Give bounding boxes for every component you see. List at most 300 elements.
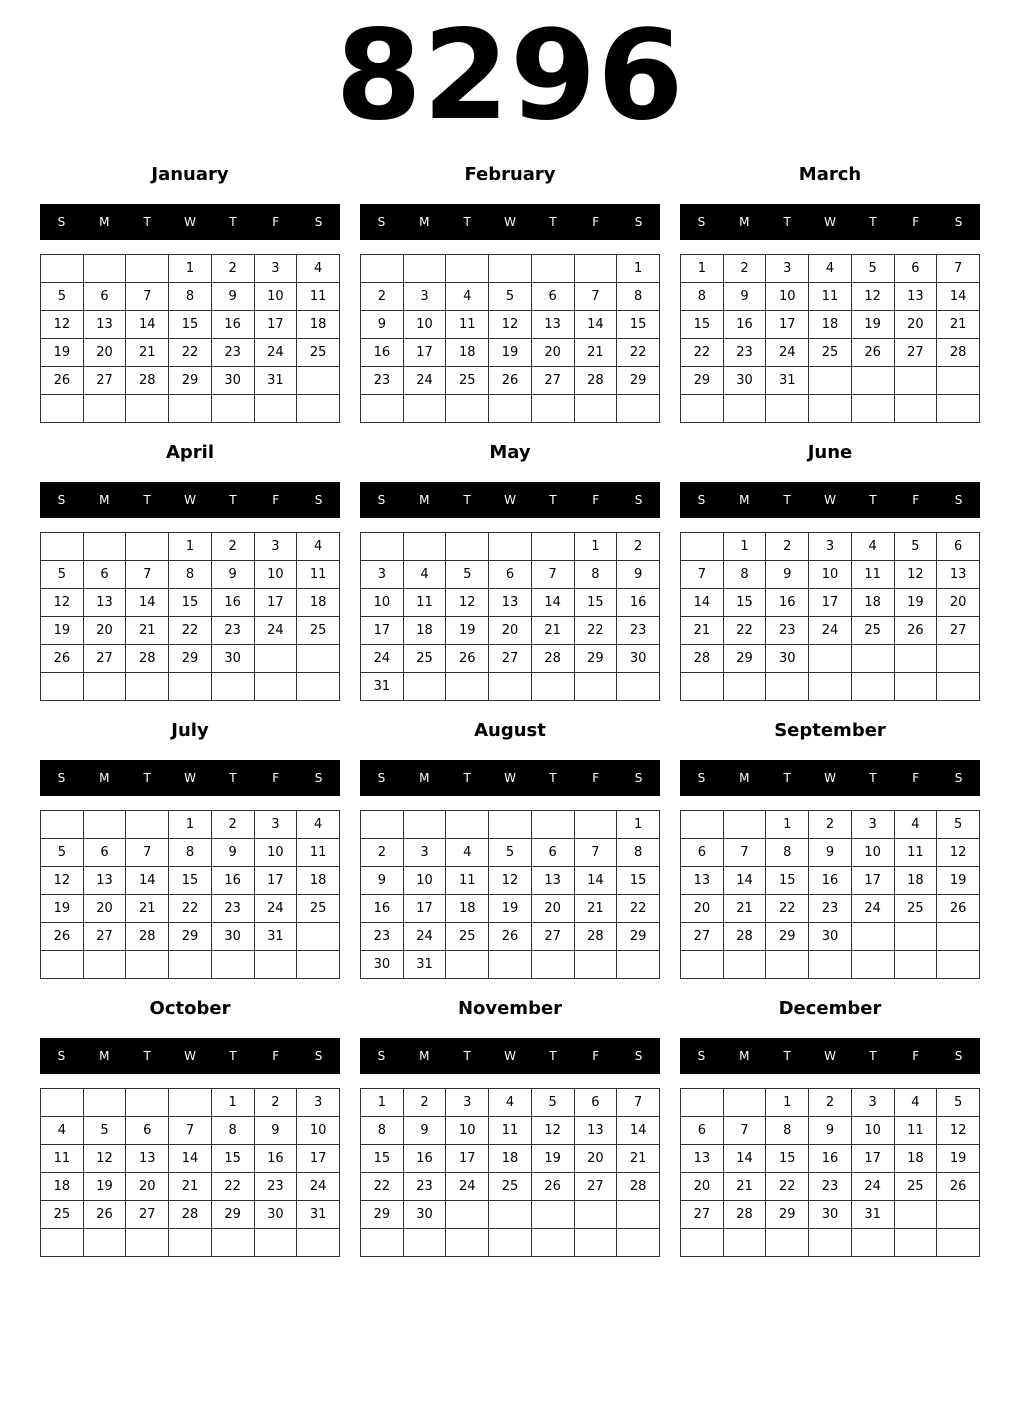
day-cell: 8: [169, 283, 212, 311]
day-cell: [489, 1229, 532, 1257]
week-row: [361, 1229, 660, 1257]
day-cell: 2: [809, 811, 852, 839]
day-cell: [126, 673, 169, 701]
week-row: [681, 311, 980, 339]
day-cell: 30: [617, 645, 660, 673]
week-row: [681, 645, 980, 673]
day-cell: [83, 673, 126, 701]
day-cell: 25: [809, 339, 852, 367]
week-row: [681, 1173, 980, 1201]
day-cell: [766, 395, 809, 423]
day-cell: 6: [937, 533, 980, 561]
day-cell: 6: [489, 561, 532, 589]
day-cell: 2: [211, 811, 254, 839]
weekday-label: S: [57, 771, 66, 785]
day-cell: 24: [446, 1173, 489, 1201]
day-cell: 8: [766, 1117, 809, 1145]
day-cell: 14: [574, 867, 617, 895]
week-row: [681, 533, 980, 561]
day-cell: 21: [723, 1173, 766, 1201]
day-cell: 29: [766, 923, 809, 951]
day-cell: 13: [126, 1145, 169, 1173]
week-row: [361, 839, 660, 867]
weekday-label: T: [869, 771, 877, 785]
day-cell: 23: [211, 617, 254, 645]
weekday-label: S: [954, 771, 963, 785]
day-cell: 10: [403, 867, 446, 895]
day-cell: 24: [403, 923, 446, 951]
week-row: [361, 923, 660, 951]
day-cell: 19: [41, 617, 84, 645]
day-cell: 8: [681, 283, 724, 311]
day-cell: 22: [574, 617, 617, 645]
day-cell: 25: [41, 1201, 84, 1229]
weekday-label: T: [143, 1049, 151, 1063]
day-cell: 29: [169, 923, 212, 951]
day-cell: 28: [723, 1201, 766, 1229]
day-cell: [41, 255, 84, 283]
day-cell: 11: [489, 1117, 532, 1145]
day-cell: 22: [617, 339, 660, 367]
day-cell: 18: [446, 895, 489, 923]
day-cell: [617, 395, 660, 423]
day-cell: 1: [723, 533, 766, 561]
day-cell: [41, 533, 84, 561]
weekday-label: F: [592, 493, 600, 507]
weekday-header: [40, 760, 340, 796]
day-cell: 6: [681, 1117, 724, 1145]
weekday-label: F: [912, 1049, 920, 1063]
day-cell: 27: [83, 645, 126, 673]
weekday-label: S: [314, 1049, 323, 1063]
month-title: May: [489, 442, 531, 463]
day-cell: 4: [446, 839, 489, 867]
day-cell: 5: [41, 561, 84, 589]
day-cell: [446, 255, 489, 283]
day-cell: [809, 645, 852, 673]
week-row: [361, 311, 660, 339]
day-grid: [680, 1088, 980, 1257]
day-cell: 28: [126, 923, 169, 951]
day-cell: 27: [489, 645, 532, 673]
month-title: October: [149, 998, 231, 1019]
day-cell: 8: [211, 1117, 254, 1145]
day-cell: 9: [211, 839, 254, 867]
day-cell: 6: [83, 839, 126, 867]
day-cell: 27: [126, 1201, 169, 1229]
day-cell: 6: [894, 255, 937, 283]
day-cell: 7: [574, 839, 617, 867]
day-cell: [126, 1229, 169, 1257]
day-cell: 28: [681, 645, 724, 673]
day-cell: [937, 367, 980, 395]
day-cell: 20: [681, 1173, 724, 1201]
day-cell: 17: [361, 617, 404, 645]
week-row: [41, 895, 340, 923]
day-cell: [254, 951, 297, 979]
day-cell: 15: [766, 1145, 809, 1173]
day-cell: 8: [169, 839, 212, 867]
day-cell: 1: [211, 1089, 254, 1117]
weekday-label: S: [697, 771, 706, 785]
weekday-label: S: [377, 493, 386, 507]
day-cell: 22: [169, 895, 212, 923]
day-cell: 23: [617, 617, 660, 645]
weekday-label: F: [592, 1049, 600, 1063]
day-cell: 10: [446, 1117, 489, 1145]
day-cell: 18: [894, 867, 937, 895]
day-cell: 29: [574, 645, 617, 673]
weekday-label: M: [99, 215, 110, 229]
day-cell: 28: [617, 1173, 660, 1201]
day-cell: [297, 645, 340, 673]
day-cell: 28: [531, 645, 574, 673]
day-cell: 16: [361, 895, 404, 923]
weekday-label: F: [592, 771, 600, 785]
week-row: [41, 1173, 340, 1201]
day-cell: [403, 811, 446, 839]
day-cell: 4: [297, 255, 340, 283]
day-cell: 2: [361, 839, 404, 867]
day-cell: 14: [574, 311, 617, 339]
week-row: [41, 923, 340, 951]
weekday-label: M: [99, 493, 110, 507]
day-cell: 5: [489, 839, 532, 867]
day-cell: 3: [446, 1089, 489, 1117]
weekday-header: [360, 204, 660, 240]
week-row: [361, 395, 660, 423]
day-cell: 17: [851, 867, 894, 895]
week-row: [41, 839, 340, 867]
month-title: July: [171, 720, 209, 741]
day-cell: 4: [446, 283, 489, 311]
week-row: [41, 617, 340, 645]
day-cell: [937, 1201, 980, 1229]
weekday-label: W: [824, 1049, 836, 1063]
weekday-label: T: [869, 493, 877, 507]
day-cell: 15: [361, 1145, 404, 1173]
day-cell: 28: [126, 367, 169, 395]
weekday-label: S: [57, 215, 66, 229]
weekday-label: T: [463, 493, 471, 507]
day-cell: [83, 1229, 126, 1257]
day-cell: 6: [574, 1089, 617, 1117]
day-cell: 27: [681, 1201, 724, 1229]
day-cell: [574, 673, 617, 701]
day-cell: 12: [937, 1117, 980, 1145]
day-cell: 2: [766, 533, 809, 561]
week-row: [41, 339, 340, 367]
day-cell: 20: [489, 617, 532, 645]
day-cell: 19: [851, 311, 894, 339]
weekday-label: T: [869, 215, 877, 229]
weekday-label: T: [549, 215, 557, 229]
day-cell: 10: [851, 839, 894, 867]
day-cell: 21: [617, 1145, 660, 1173]
day-cell: 15: [617, 867, 660, 895]
day-cell: 26: [531, 1173, 574, 1201]
day-cell: [894, 395, 937, 423]
week-row: [681, 283, 980, 311]
day-cell: [809, 367, 852, 395]
day-cell: [297, 1229, 340, 1257]
week-row: [681, 895, 980, 923]
day-grid: [40, 1088, 340, 1257]
day-cell: 27: [681, 923, 724, 951]
day-cell: 12: [894, 561, 937, 589]
day-cell: 14: [617, 1117, 660, 1145]
day-cell: [937, 395, 980, 423]
day-cell: 8: [723, 561, 766, 589]
day-cell: 16: [809, 1145, 852, 1173]
day-cell: 13: [574, 1117, 617, 1145]
weekday-label: T: [143, 771, 151, 785]
week-row: [681, 839, 980, 867]
weekday-label: T: [549, 771, 557, 785]
day-cell: [297, 395, 340, 423]
month-title: December: [778, 998, 882, 1019]
day-cell: 4: [297, 811, 340, 839]
day-cell: 25: [297, 617, 340, 645]
weekday-label: F: [272, 1049, 280, 1063]
weekday-label: S: [314, 771, 323, 785]
day-cell: [211, 1229, 254, 1257]
day-cell: 5: [41, 839, 84, 867]
day-cell: 26: [851, 339, 894, 367]
day-cell: 11: [809, 283, 852, 311]
week-row: [361, 255, 660, 283]
day-cell: 16: [211, 867, 254, 895]
day-cell: 14: [681, 589, 724, 617]
month-title: February: [464, 164, 556, 185]
day-cell: 3: [361, 561, 404, 589]
day-cell: [446, 1229, 489, 1257]
day-cell: [297, 367, 340, 395]
day-cell: [83, 255, 126, 283]
weekday-label: T: [229, 771, 237, 785]
day-cell: 14: [723, 1145, 766, 1173]
day-cell: 15: [681, 311, 724, 339]
day-cell: 26: [937, 1173, 980, 1201]
day-cell: 13: [489, 589, 532, 617]
weekday-label: W: [504, 493, 516, 507]
week-row: [361, 951, 660, 979]
week-row: [41, 589, 340, 617]
day-cell: 30: [809, 1201, 852, 1229]
day-cell: 1: [574, 533, 617, 561]
day-cell: [937, 645, 980, 673]
week-row: [681, 1117, 980, 1145]
day-cell: 18: [297, 589, 340, 617]
day-cell: [489, 1201, 532, 1229]
day-cell: [937, 951, 980, 979]
day-cell: 7: [531, 561, 574, 589]
month-title: September: [774, 720, 886, 741]
week-row: [681, 811, 980, 839]
day-cell: 19: [41, 339, 84, 367]
day-cell: 18: [809, 311, 852, 339]
day-cell: 26: [41, 923, 84, 951]
day-cell: 23: [766, 617, 809, 645]
day-cell: 11: [894, 1117, 937, 1145]
day-cell: 23: [403, 1173, 446, 1201]
day-cell: 1: [766, 811, 809, 839]
day-cell: 24: [361, 645, 404, 673]
day-cell: 13: [531, 867, 574, 895]
week-row: [41, 561, 340, 589]
day-cell: [574, 811, 617, 839]
weekday-header: [360, 482, 660, 518]
day-cell: 13: [681, 1145, 724, 1173]
day-cell: 31: [766, 367, 809, 395]
day-cell: 12: [489, 311, 532, 339]
day-cell: 17: [766, 311, 809, 339]
week-row: [41, 811, 340, 839]
day-cell: [894, 1201, 937, 1229]
weekday-label: W: [184, 1049, 196, 1063]
day-cell: [937, 923, 980, 951]
day-cell: 20: [126, 1173, 169, 1201]
day-cell: 1: [617, 255, 660, 283]
day-cell: 20: [531, 339, 574, 367]
day-cell: [126, 1089, 169, 1117]
day-cell: [446, 1201, 489, 1229]
day-cell: 11: [297, 283, 340, 311]
day-cell: 9: [809, 1117, 852, 1145]
day-cell: 19: [937, 1145, 980, 1173]
week-row: [681, 951, 980, 979]
day-cell: [489, 673, 532, 701]
week-row: [681, 1145, 980, 1173]
weekday-label: T: [783, 215, 791, 229]
weekday-label: M: [739, 771, 750, 785]
day-cell: 10: [766, 283, 809, 311]
day-cell: [681, 673, 724, 701]
day-cell: [489, 951, 532, 979]
day-cell: 12: [446, 589, 489, 617]
day-cell: [894, 923, 937, 951]
day-cell: 23: [211, 895, 254, 923]
weekday-label: S: [634, 771, 643, 785]
day-cell: 16: [211, 589, 254, 617]
day-cell: 22: [617, 895, 660, 923]
weekday-label: S: [954, 493, 963, 507]
day-cell: 20: [83, 339, 126, 367]
day-cell: 19: [489, 339, 532, 367]
day-cell: 7: [723, 1117, 766, 1145]
day-cell: 2: [809, 1089, 852, 1117]
day-cell: 18: [41, 1173, 84, 1201]
day-cell: 13: [681, 867, 724, 895]
week-row: [681, 255, 980, 283]
day-grid: [40, 532, 340, 701]
day-cell: 12: [41, 589, 84, 617]
day-cell: [851, 645, 894, 673]
day-grid: [360, 810, 660, 979]
day-cell: 2: [617, 533, 660, 561]
day-cell: [809, 951, 852, 979]
day-cell: 26: [489, 367, 532, 395]
week-row: [361, 533, 660, 561]
day-cell: 24: [809, 617, 852, 645]
day-cell: 19: [446, 617, 489, 645]
day-cell: [937, 1229, 980, 1257]
day-cell: 16: [211, 311, 254, 339]
day-cell: [723, 1229, 766, 1257]
day-cell: 6: [83, 561, 126, 589]
day-cell: 23: [254, 1173, 297, 1201]
day-cell: 21: [126, 895, 169, 923]
day-cell: 4: [403, 561, 446, 589]
day-cell: [681, 533, 724, 561]
weekday-label: T: [463, 1049, 471, 1063]
day-grid: [360, 1088, 660, 1257]
day-cell: 27: [83, 367, 126, 395]
day-cell: 16: [254, 1145, 297, 1173]
day-cell: 25: [894, 895, 937, 923]
day-cell: 9: [809, 839, 852, 867]
day-cell: [531, 673, 574, 701]
day-cell: 22: [169, 339, 212, 367]
weekday-label: T: [783, 493, 791, 507]
day-cell: 9: [617, 561, 660, 589]
day-cell: 25: [446, 923, 489, 951]
weekday-label: W: [824, 215, 836, 229]
day-cell: [723, 673, 766, 701]
day-cell: [894, 1229, 937, 1257]
day-cell: 3: [254, 255, 297, 283]
day-cell: 16: [723, 311, 766, 339]
week-row: [681, 867, 980, 895]
day-cell: 5: [851, 255, 894, 283]
day-cell: 28: [723, 923, 766, 951]
week-row: [361, 673, 660, 701]
day-cell: 17: [446, 1145, 489, 1173]
day-cell: 7: [574, 283, 617, 311]
day-cell: 21: [574, 895, 617, 923]
day-cell: [446, 533, 489, 561]
day-cell: [41, 673, 84, 701]
day-cell: 12: [937, 839, 980, 867]
day-cell: 21: [126, 339, 169, 367]
day-cell: 22: [211, 1173, 254, 1201]
day-cell: 7: [617, 1089, 660, 1117]
weekday-header: [680, 482, 980, 518]
weekday-label: W: [504, 215, 516, 229]
day-cell: 21: [531, 617, 574, 645]
day-cell: 7: [169, 1117, 212, 1145]
day-cell: 10: [851, 1117, 894, 1145]
day-cell: 22: [681, 339, 724, 367]
day-cell: [531, 255, 574, 283]
weekday-label: M: [419, 215, 430, 229]
day-cell: 9: [766, 561, 809, 589]
weekday-label: S: [57, 493, 66, 507]
day-cell: [531, 533, 574, 561]
day-cell: 15: [766, 867, 809, 895]
day-cell: 12: [489, 867, 532, 895]
week-row: [361, 1089, 660, 1117]
day-cell: 1: [169, 811, 212, 839]
day-cell: 29: [361, 1201, 404, 1229]
day-cell: [41, 1229, 84, 1257]
day-cell: [681, 951, 724, 979]
weekday-label: F: [592, 215, 600, 229]
day-cell: 23: [809, 1173, 852, 1201]
day-cell: 1: [617, 811, 660, 839]
day-cell: 3: [766, 255, 809, 283]
day-cell: [489, 811, 532, 839]
